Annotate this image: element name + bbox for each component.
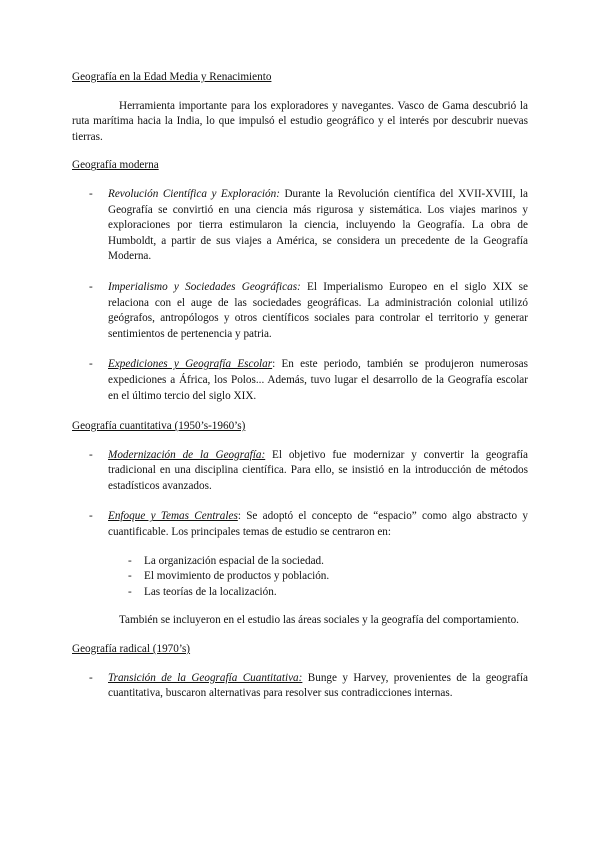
list-item-imperialismo xyxy=(72,280,528,342)
bullet-dash: - xyxy=(128,585,132,598)
item-text: El objetivo fue modernizar y convertir la geografía tradicional en una disciplina científica. Para ello, se insistió en la introducción de métodos estadísticos avanzados. xyxy=(108,448,528,492)
item-term: Modernización de la Geografía: xyxy=(108,448,266,461)
item-term: Transición de la Geografía Cuantitativa: xyxy=(108,671,303,684)
list-item-modernizacion xyxy=(72,448,528,495)
document-page xyxy=(72,70,528,717)
bullet-dash: - xyxy=(128,570,132,583)
bullet-dash: - xyxy=(89,671,93,684)
item-text: : En este periodo, también se produjeron numerosas expediciones a África, los Polos... Además, tuvo lugar el desarrollo de la Geografía escolar en el último tercio del siglo XIX. xyxy=(108,358,528,402)
section-heading-edad-media: Geografía en la Edad Media y Renacimiento xyxy=(72,71,272,83)
bullet-dash: - xyxy=(89,358,93,371)
item-term: Expediciones y Geografía Escolar xyxy=(108,358,273,371)
section-heading-radical: Geografía radical (1970’s) xyxy=(72,643,191,656)
item-text: Durante la Revolución científica del XVII-XVIII, la Geografía se convirtió en una ciencia más rigurosa y sistemática. Los viajes marinos y exploraciones por tierra estimularon la ciencia, incluyendo la Geografía. La obra de Humboldt, a partir de sus viajes a América, se considera un precedente de la Geografía Moderna. xyxy=(108,187,528,263)
item-text: : Se adoptó el concepto de “espacio” como algo abstracto y cuantificable. Los principales temas de estudio se centraron en: xyxy=(108,510,528,539)
list-item-enfoque xyxy=(72,509,528,540)
sub-item-text: El movimiento de productos y población. xyxy=(144,570,330,583)
sub-item-text: La organización espacial de la sociedad. xyxy=(144,554,324,567)
list-item-revolucion xyxy=(72,187,528,265)
sub-list xyxy=(72,554,528,601)
sub-item-text: Las teorías de la localización. xyxy=(144,585,277,598)
bullet-dash: - xyxy=(89,448,93,461)
bullet-dash: - xyxy=(128,554,132,567)
item-term: Imperialismo y Sociedades Geográficas: xyxy=(108,280,301,293)
item-text: El Imperialismo Europeo en el siglo XIX se relaciona con el auge de las sociedades geográficas. La administración colonial utilizó geógrafos, antropólogos y otros científicos sociales para controlar el territorio y generar sentimientos de pertenencia y patria. xyxy=(108,280,528,340)
item-term: Enfoque y Temas Centrales xyxy=(108,510,238,523)
paragraph-cuantitativa: También se incluyeron en el estudio las áreas sociales y la geografía del comportamiento. xyxy=(119,614,519,627)
item-text: Bunge y Harvey, provenientes de la geografía cuantitativa, buscaron alternativas para resolver sus contradicciones internas. xyxy=(108,671,528,700)
list-item-transicion xyxy=(72,671,528,702)
bullet-dash: - xyxy=(89,187,93,200)
item-term: Revolución Científica y Exploración: xyxy=(108,187,280,200)
paragraph-edad-media: Herramienta importante para los exploradores y navegantes. Vasco de Gama descubrió la ruta marítima hacia la India, lo que impulsó el estudio geográfico y el interés por descubrir nuevas tierras. xyxy=(72,99,528,143)
sub-list-item xyxy=(72,585,528,601)
section-heading-moderna: Geografía moderna xyxy=(72,159,159,172)
section-heading-cuantitativa: Geografía cuantitativa (1950’s-1960’s) xyxy=(72,420,246,433)
bullet-dash: - xyxy=(89,510,93,523)
sub-list-item xyxy=(72,569,528,585)
bullet-dash: - xyxy=(89,280,93,293)
sub-list-item xyxy=(72,554,528,570)
list-item-expediciones xyxy=(72,357,528,404)
